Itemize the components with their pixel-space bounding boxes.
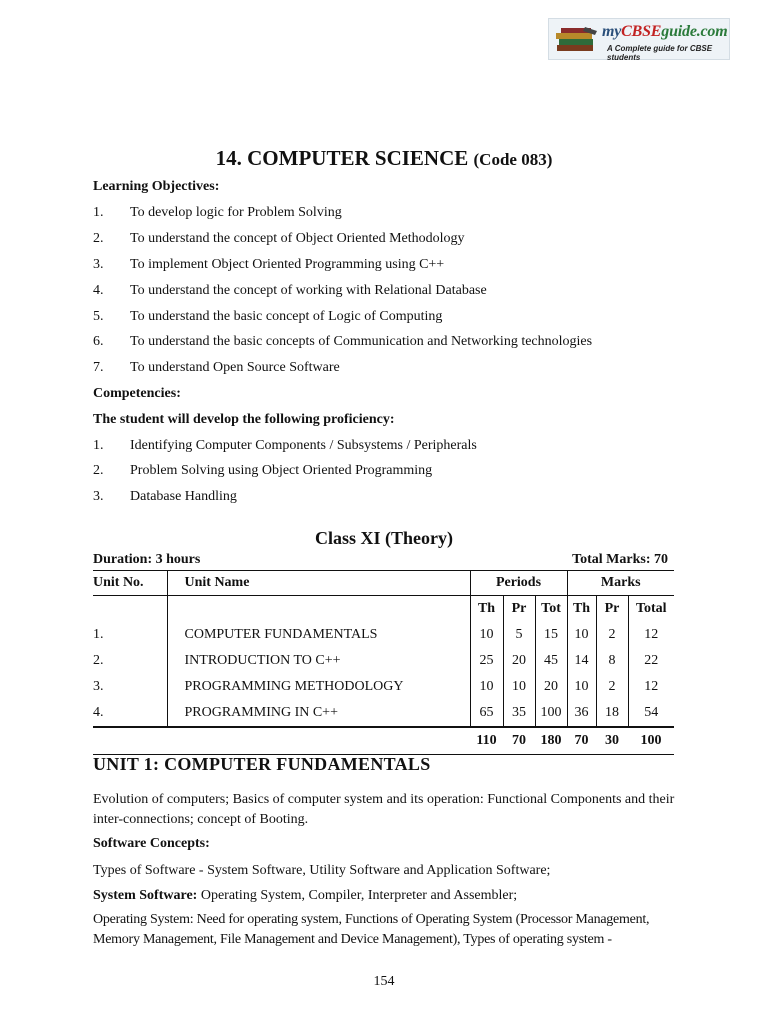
- subheader-periods-tot: Tot: [535, 596, 567, 623]
- total-marks: Total Marks: 70: [572, 552, 668, 567]
- table-totals-row: [93, 727, 674, 755]
- competencies-subheading: The student will develop the following proficiency:: [93, 412, 395, 427]
- objective-num: 2.: [93, 231, 104, 246]
- marks-pr: 8: [596, 648, 628, 674]
- marks-th: 36: [567, 700, 596, 727]
- objective-text: To understand the basic concept of Logic of Computing: [130, 309, 443, 324]
- marks-pr: 2: [596, 622, 628, 648]
- books-icon: [555, 25, 599, 55]
- header-marks: Marks: [567, 571, 674, 596]
- periods-th: 25: [470, 648, 503, 674]
- page-number: 154: [373, 974, 395, 989]
- marks-total: 12: [628, 622, 674, 648]
- table-row: [93, 700, 674, 727]
- unit-name: COMPUTER FUNDAMENTALS: [167, 622, 470, 648]
- table-row: [93, 622, 674, 648]
- objective-num: 3.: [93, 257, 104, 272]
- class-title: Class XI (Theory): [315, 528, 453, 548]
- competencies-heading: Competencies:: [93, 386, 181, 401]
- software-types-paragraph: Types of Software - System Software, Utility Software and Application Software;: [93, 863, 551, 878]
- unit1-paragraph: Evolution of computers; Basics of computer system and its operation: Functional Components and their inter-connections; concept of Booting.: [93, 792, 675, 827]
- objective-text: To understand the basic concepts of Communication and Networking technologies: [130, 334, 593, 349]
- header-unit-no: Unit No.: [93, 571, 167, 596]
- periods-pr: 20: [503, 648, 535, 674]
- periods-th: 10: [470, 622, 503, 648]
- unit-name: PROGRAMMING METHODOLOGY: [167, 674, 470, 700]
- marks-total: 22: [628, 648, 674, 674]
- marks-total: 54: [628, 700, 674, 727]
- objective-text: To understand the concept of working with Relational Database: [130, 283, 487, 298]
- marks-pr: 18: [596, 700, 628, 727]
- logo-tagline: A Complete guide for CBSE students: [607, 44, 713, 62]
- table-header-row: [93, 571, 674, 596]
- syllabus-table: [93, 570, 674, 755]
- marks-th: 10: [567, 622, 596, 648]
- unit-no: 4.: [93, 700, 167, 727]
- periods-tot: 15: [535, 622, 567, 648]
- header-periods: Periods: [470, 571, 567, 596]
- marks-th: 10: [567, 674, 596, 700]
- table-row: [93, 674, 674, 700]
- competency-text: Identifying Computer Components / Subsystems / Peripherals: [130, 438, 477, 453]
- system-software-label: System Software:: [93, 888, 198, 903]
- operating-system-paragraph: Operating System: Need for operating system, Functions of Operating System (Processor Management, Memory Management, File Management and Device Management), Types of operating system -: [93, 912, 650, 947]
- logo-brand: myCBSEguide.com: [602, 23, 728, 40]
- periods-tot: 45: [535, 648, 567, 674]
- objective-text: To understand the concept of Object Oriented Methodology: [130, 231, 465, 246]
- periods-tot: 100: [535, 700, 567, 727]
- competency-num: 3.: [93, 489, 104, 504]
- subheader-marks-pr: Pr: [596, 596, 628, 623]
- unit-no: 3.: [93, 679, 104, 694]
- marks-total: 12: [628, 674, 674, 700]
- total-marks-total: 100: [628, 727, 674, 755]
- periods-pr: 10: [503, 674, 535, 700]
- header-unit-name: Unit Name: [167, 571, 470, 596]
- unit-no: 1.: [93, 627, 104, 642]
- table-row: [93, 648, 674, 674]
- subheader-periods-th: Th: [470, 596, 503, 623]
- table-subheader-row: [93, 596, 674, 623]
- objective-text: To implement Object Oriented Programming using C++: [130, 257, 445, 272]
- duration: Duration: 3 hours: [93, 552, 201, 567]
- unit-name: PROGRAMMING IN C++: [167, 700, 470, 727]
- objective-num: 6.: [93, 334, 104, 349]
- competency-text: Problem Solving using Object Oriented Programming: [130, 463, 433, 478]
- periods-pr: 35: [503, 700, 535, 727]
- objective-num: 1.: [93, 205, 104, 220]
- competency-num: 1.: [93, 438, 104, 453]
- objective-text: To understand Open Source Software: [130, 360, 340, 375]
- subheader-marks-total: Total: [628, 596, 674, 623]
- page-title: 14. COMPUTER SCIENCE (Code 083): [215, 146, 553, 170]
- system-software-paragraph: [93, 886, 677, 906]
- objective-num: 7.: [93, 360, 104, 375]
- site-logo: [548, 18, 730, 60]
- system-software-text: Operating System, Compiler, Interpreter and Assembler;: [197, 888, 518, 903]
- periods-th: 65: [470, 700, 503, 727]
- total-periods-th: 110: [470, 727, 503, 755]
- unit-no: 2.: [93, 653, 104, 668]
- unit-name: INTRODUCTION TO C++: [167, 648, 470, 674]
- objective-num: 4.: [93, 283, 104, 298]
- objective-num: 5.: [93, 309, 104, 324]
- software-concepts-heading: Software Concepts:: [93, 836, 210, 851]
- total-periods-pr: 70: [503, 727, 535, 755]
- competency-num: 2.: [93, 463, 104, 478]
- total-periods-tot: 180: [535, 727, 567, 755]
- marks-pr: 2: [596, 674, 628, 700]
- marks-th: 14: [567, 648, 596, 674]
- subheader-periods-pr: Pr: [503, 596, 535, 623]
- unit1-heading: UNIT 1: COMPUTER FUNDAMENTALS: [93, 754, 431, 774]
- periods-tot: 20: [535, 674, 567, 700]
- competency-text: Database Handling: [130, 489, 237, 504]
- periods-pr: 5: [503, 622, 535, 648]
- subheader-marks-th: Th: [567, 596, 596, 623]
- objective-text: To develop logic for Problem Solving: [130, 205, 342, 220]
- objectives-heading: Learning Objectives:: [93, 179, 220, 194]
- total-marks-th: 70: [567, 727, 596, 755]
- periods-th: 10: [470, 674, 503, 700]
- total-marks-pr: 30: [596, 727, 628, 755]
- subject-code: (Code 083): [473, 150, 553, 169]
